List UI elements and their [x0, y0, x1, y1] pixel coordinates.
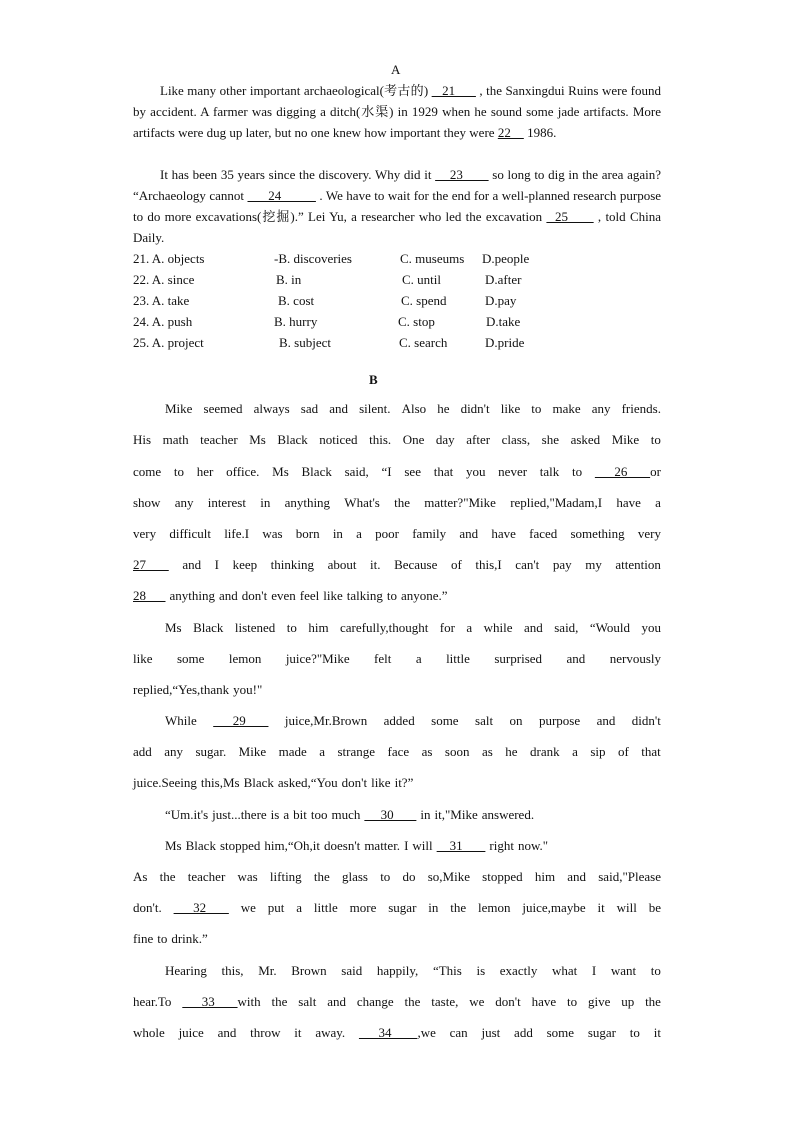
- passage-line: whole juice and throw it away. 34 ,we can just add some sugar to it: [133, 1025, 661, 1040]
- blank-22[interactable]: 22: [497, 125, 524, 140]
- passage-line: show any interest in anything What's the matter?"Mike replied,"Madam,I have a: [133, 495, 661, 510]
- section-a-paragraph-1: Like many other important archaeological(考古的) 21 , the Sanxingdui Ruins were found by accident. A farmer was digging a ditch(水渠) in 1929 when he sound some jade artifacts. More artifacts were dug up later, but no one knew how important they were 22 1986.: [133, 83, 662, 140]
- passage-line: come to her office. Ms Black said, “I see that you never talk to 26 or: [133, 464, 661, 479]
- passage-line: add any sugar. Mike made a strange face as soon as he drank a sip of that: [133, 744, 661, 759]
- passage-line: While 29 juice,Mr.Brown added some salt on purpose and didn't: [165, 713, 661, 728]
- section-b-title: B: [369, 372, 378, 387]
- passage-line: very difficult life.I was born in a poor family and have faced something very: [133, 526, 661, 541]
- passage-line: don't. 32 we put a little more sugar in the lemon juice,maybe it will be: [133, 900, 661, 915]
- blank-33[interactable]: 33: [182, 994, 238, 1009]
- blank-32[interactable]: 32: [173, 900, 229, 915]
- blank-28[interactable]: 28: [133, 588, 166, 603]
- passage-line: Ms Black stopped him,“Oh,it doesn't matter. I will 31 right now.": [165, 838, 549, 853]
- blank-34[interactable]: 34: [358, 1025, 418, 1040]
- passage-line: 27 and I keep thinking about it. Because of this,I can't pay my attention: [133, 557, 661, 572]
- blank-29[interactable]: 29: [213, 713, 269, 728]
- passage-line: Mike seemed always sad and silent. Also he didn't like to make any friends.: [165, 401, 661, 416]
- blank-31[interactable]: 31: [436, 838, 486, 853]
- passage-line: His math teacher Ms Black noticed this. One day after class, she asked Mike to: [133, 432, 661, 447]
- blank-26[interactable]: 26: [594, 464, 651, 479]
- worksheet-page: A Like many other important archaeological(考古的) 21 , the Sanxingdui Ruins were found by accident. A farmer was digging a ditch(水渠) in 1929 when he sound some jade artifacts. More artifacts were dug up later, but no one knew how important they were 22 1986. It has been 35 years since the discovery. Why did it 23 so long to dig in the area again? “Archaeology cannot 24 . We have to wait for the end for a well-planned research purpose to do more excavations(挖掘).” Lei Yu, a researcher who led the excavation 25 , told China Daily. 21. A. objects -B. discoveries C. museums D.people 22. A. since B. in C. until D.after 23. A. take B. cost C. spend D.pay 24. A. push B. hurry C. stop D.take 25. A. project B. subject C. search D.pride B Mike seemed always sad and silent. Also he didn't like to make any friends. His math teacher Ms Black noticed this. One day after class, she asked Mike to come to her office. Ms Black said, “I see that you never talk to 26 or show any interest in anything What's the matter?"Mike replied,"Madam,I have a very difficult life.I was born in a poor family and have faced something very 27 and I keep thinking about it. Because of this,I can't pay my attention 28 anything and don't even feel like talking to anyone.” Ms Black listened to him carefully,thought for a while and said, “Would you like some lemon juice?"Mike felt a little surprised and nervously replied,“Yes,thank you!" While 29 juice,Mr.Brown added some salt on purpose and didn't add any sugar. Mike made a strange face as soon as he drank a sip of that juice.Seeing this,Ms Black asked,“You don't like it?” “Um.it's just...there is a bit too much 30 in it,"Mike answered. Ms Black stopped him,“Oh,it doesn't matter. I will 31 right now." As the teacher was lifting the glass to do so,Mike stopped him and said,"Please don't. 32 we put a little more sugar in the lemon juice,maybe it will be fine to drink.” Hearing this, Mr. Brown said happily, “This is exactly what I want to hear.To 33 with the salt and change the taste, we don't have to give up the whole juice and throw it away. 34 ,we can just add some sugar to it: [133, 62, 662, 1040]
- passage-line: Hearing this, Mr. Brown said happily, “This is exactly what I want to: [165, 963, 661, 978]
- passage-line: replied,“Yes,thank you!": [133, 682, 263, 697]
- blank-24[interactable]: 24: [247, 188, 316, 203]
- blank-30[interactable]: 30: [364, 807, 417, 822]
- passage-line: “Um.it's just...there is a bit too much 30 in it,"Mike answered.: [165, 807, 535, 822]
- passage-line: like some lemon juice?"Mike felt a little surprised and nervously: [133, 651, 661, 666]
- blank-23[interactable]: 23: [435, 167, 489, 182]
- passage-line: 28 anything and don't even feel like talking to anyone.”: [133, 588, 448, 603]
- passage-line: fine to drink.”: [133, 931, 208, 946]
- passage-line: hear.To 33 with the salt and change the taste, we don't have to give up the: [133, 994, 661, 1009]
- section-a-title: A: [391, 62, 401, 77]
- section-a-paragraph-2: It has been 35 years since the discovery. Why did it 23 so long to dig in the area again? “Archaeology cannot 24 . We have to wait for the end for a well-planned research purpose to do more excavations(挖掘).” Lei Yu, a researcher who led the excavation 25 , told China Daily.: [133, 167, 662, 245]
- blank-25[interactable]: 25: [546, 209, 594, 224]
- blank-27[interactable]: 27: [133, 557, 169, 572]
- passage-line: Ms Black listened to him carefully,thought for a while and said, “Would you: [165, 620, 661, 635]
- passage-line: As the teacher was lifting the glass to do so,Mike stopped him and said,"Please: [133, 869, 661, 884]
- passage-line: juice.Seeing this,Ms Black asked,“You don't like it?”: [133, 775, 414, 790]
- blank-21[interactable]: 21: [431, 83, 476, 98]
